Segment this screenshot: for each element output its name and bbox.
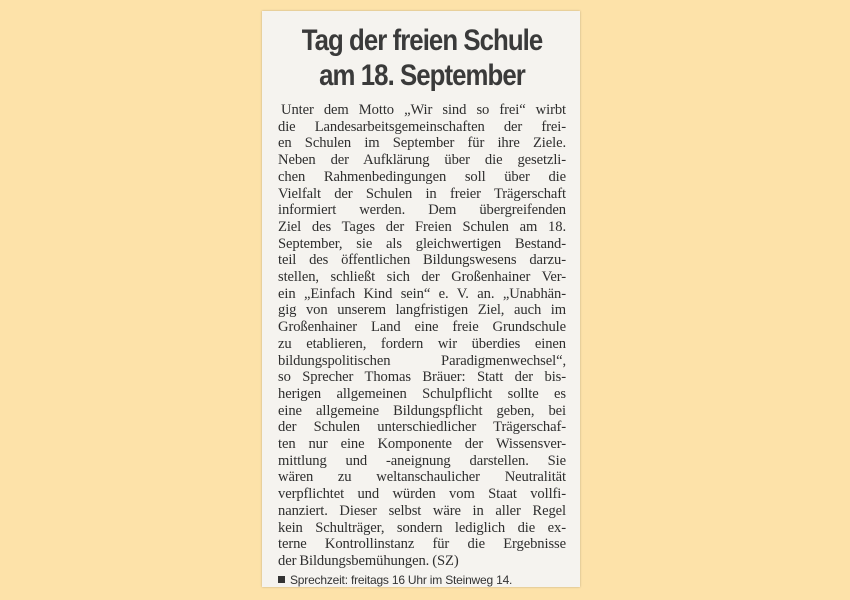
article-body-line: September, sie als gleichwertigen Bestand- bbox=[278, 235, 566, 252]
contact-note bbox=[278, 573, 566, 588]
article-body-line: Unter dem Motto „Wir sind so frei“ wirbt bbox=[281, 102, 566, 118]
article-body-line: mittlung und -aneignung darstellen. Sie bbox=[278, 452, 566, 469]
article-body-line: nanziert. Dieser selbst wäre in aller Regel bbox=[278, 502, 566, 519]
article-body-line: herigen allgemeinen Schulpflicht sollte es bbox=[278, 385, 566, 402]
article-body-line: Vielfalt der Schulen in freier Trägerschaft bbox=[278, 185, 566, 202]
article-body-line: kein Schulträger, sondern lediglich die ex- bbox=[278, 519, 566, 536]
article-body-line: ten nur eine Komponente der Wissensver- bbox=[278, 436, 566, 453]
article-body-line: teil des öffentlichen Bildungswesens darzu- bbox=[278, 252, 566, 269]
article-body-line: der Bildungsbemühungen. (SZ) bbox=[278, 552, 459, 569]
headline-line-1: Tag der freien Schule bbox=[301, 24, 543, 57]
article-body-line: Großenhainer Land eine freie Grundschule bbox=[278, 319, 566, 336]
headline-line-2: am 18. September bbox=[319, 59, 525, 92]
newspaper-clipping bbox=[262, 11, 580, 587]
article-body-line: gig von unserem langfristigen Ziel, auch im bbox=[278, 302, 566, 319]
article-body-line: chen Rahmenbedingungen soll über die bbox=[278, 168, 566, 185]
article-body-line: eine allgemeine Bildungspflicht geben, bei bbox=[278, 402, 566, 419]
article-body-line: stellen, schließt sich der Großenhainer Ver- bbox=[278, 269, 566, 286]
bullet-square-icon bbox=[278, 576, 285, 583]
article-body-line: terne Kontrollinstanz für die Ergebnisse bbox=[278, 536, 566, 553]
article-body-line: en Schulen im September für ihre Ziele. bbox=[278, 135, 566, 152]
article-body-line: Neben der Aufklärung über die gesetzli- bbox=[278, 152, 566, 169]
article-body-line: bildungspolitischen Paradigmenwechsel“, bbox=[278, 352, 566, 369]
article-body-line: die Landesarbeitsgemeinschaften der frei- bbox=[278, 118, 566, 135]
article-body-line: ein „Einfach Kind sein“ e. V. an. „Unabhän- bbox=[278, 285, 566, 302]
article-body-line: wären zu weltanschaulicher Neutralität bbox=[278, 469, 566, 486]
article-body-line: der Schulen unterschiedlicher Trägerschaf- bbox=[278, 419, 566, 436]
contact-text: Sprechzeit: freitags 16 Uhr im Steinweg 14. bbox=[290, 572, 513, 587]
article-body-line: informiert werden. Dem übergreifenden bbox=[278, 202, 566, 219]
article-body-line: Ziel des Tages der Freien Schulen am 18. bbox=[278, 218, 566, 235]
article-headline bbox=[298, 23, 546, 93]
article-body-line: zu etablieren, fordern wir überdies einen bbox=[278, 335, 566, 352]
article-body-line: verpflichtet und würden vom Staat vollfi- bbox=[278, 486, 566, 503]
article-body bbox=[278, 102, 566, 570]
article-body-line: so Sprecher Thomas Bräuer: Statt der bis- bbox=[278, 369, 566, 386]
